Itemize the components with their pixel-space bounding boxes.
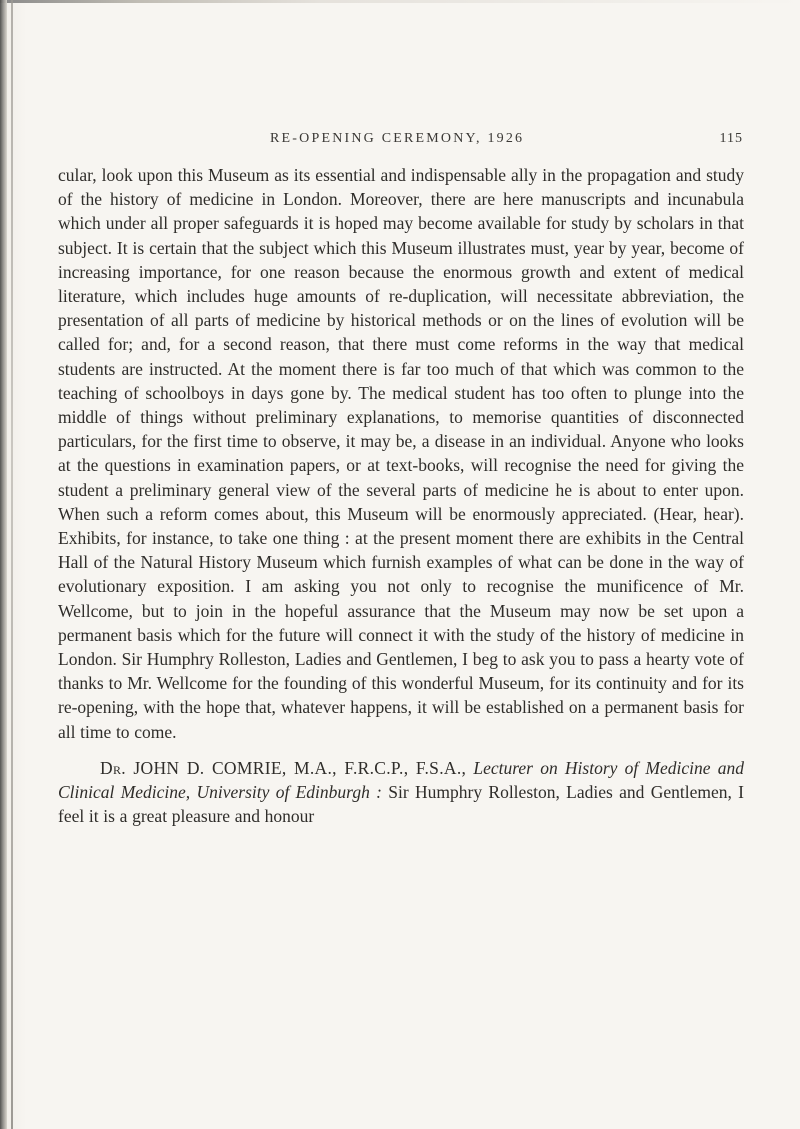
speech-opening: Sir Humphry Rolleston, Ladies and Gentlemen, I feel it is a great pleasure and honour	[58, 782, 744, 827]
page-number: 115	[719, 131, 743, 146]
body-paragraph-2	[58, 756, 744, 829]
page-body	[58, 163, 744, 828]
body-paragraph-1: cular, look upon this Museum as its essential and indispensable ally in the propagation and study of the history of medicine in London. Moreover, there are here manuscripts and incunabula which under all proper safeguards it is hoped may become available for study by scholars in that subject. It is certain that the subject which this Museum illustrates must, year by year, become of increasing importance, for one reason because the enormous growth and extent of medical literature, which includes huge amounts of re-duplication, will necessitate abbreviation, the presentation of all parts of medicine by historical methods or on the lines of evolution will be called for; and, for a second reason, that there must come reforms in the way that medical students are instructed. At the moment there is far too much of that which was common to the teaching of schoolboys in days gone by. The medical student has too often to plunge into the middle of things without preliminary explanations, to memorise quantities of disconnected particulars, for the first time to observe, it may be, a disease in an individual. Anyone who looks at the questions in examination papers, or at text-books, will recognise the need for giving the student a preliminary general view of the several parts of medicine he is about to enter upon. When such a reform comes about, this Museum will be enormously appreciated. (Hear, hear). Exhibits, for instance, to take one thing : at the present moment there are exhibits in the Central Hall of the Natural History Museum which furnish examples of what can be done in the way of evolutionary exposition. I am asking you not only to recognise the munificence of Mr. Wellcome, but to join in the hopeful assurance that the Museum may now be set upon a permanent basis which for the future will connect it with the study of the history of medicine in London. Sir Humphry Rolleston, Ladies and Gentlemen, I beg to ask you to pass a hearty vote of thanks to Mr. Wellcome for the founding of this wonderful Museum, for its continuity and for its re-opening, with the hope that, whatever happens, it will be established on a permanent basis for all time to come.	[58, 165, 744, 742]
speaker-title: Lecturer on History of Medicine and Clinical Medicine, University of Edinburgh :	[58, 757, 744, 803]
book-spine-line	[11, 0, 13, 1129]
page-top-edge	[0, 0, 800, 3]
running-head: RE-OPENING CEREMONY, 1926	[270, 131, 525, 146]
page-header	[0, 128, 800, 150]
speaker-name: Dr. JOHN D. COMRIE, M.A., F.R.C.P., F.S.A.,	[100, 757, 467, 778]
book-spine-shadow	[0, 0, 7, 1129]
